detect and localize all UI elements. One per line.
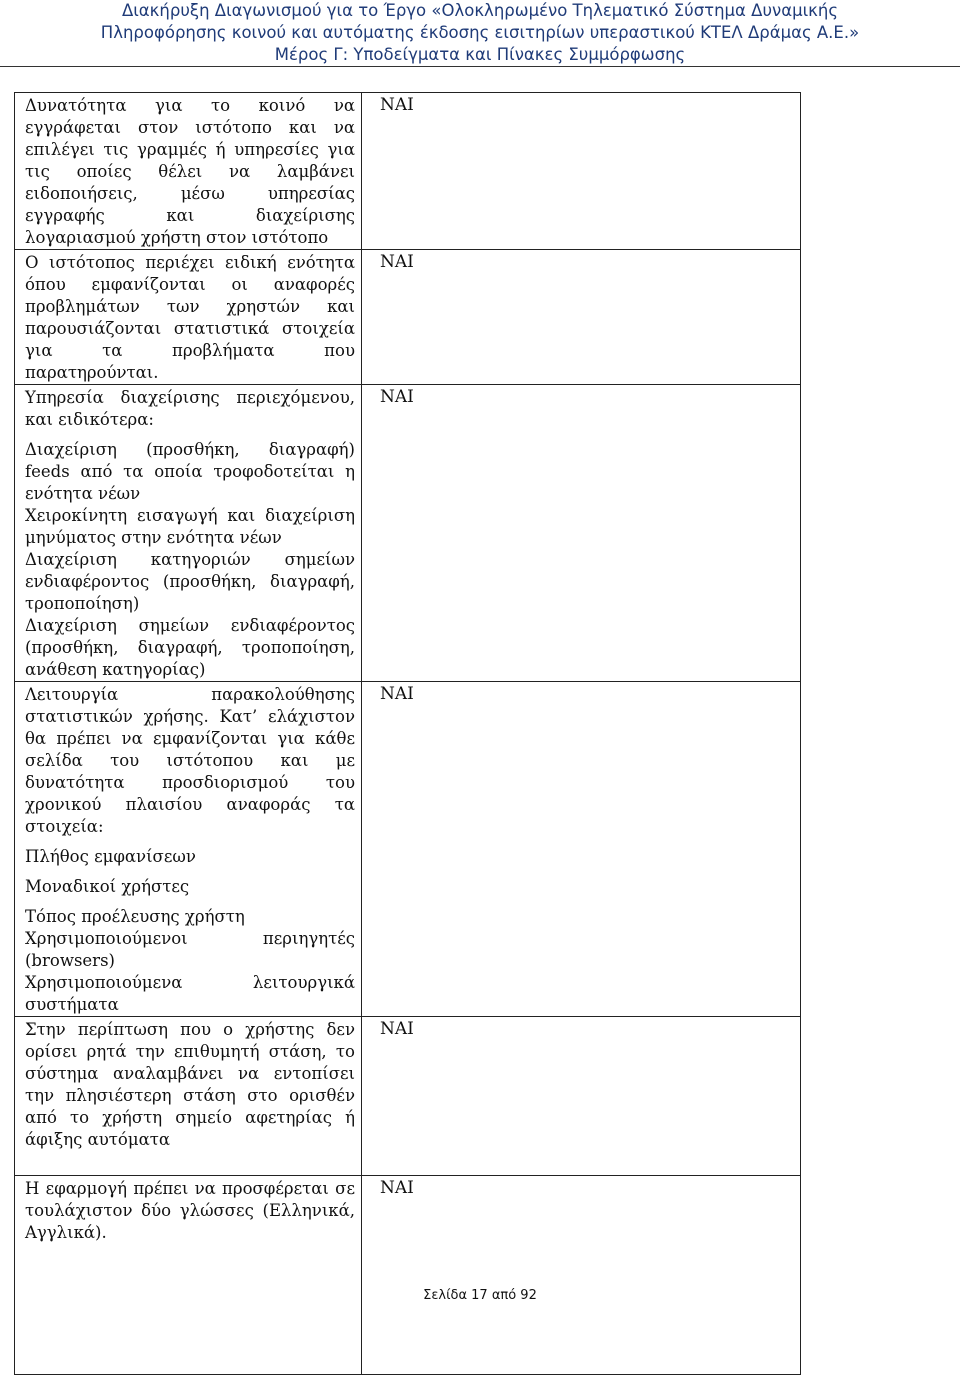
answer-value: ΝΑΙ (380, 684, 414, 704)
requirement-subitem: Μοναδικοί χρήστες (25, 877, 190, 896)
requirement-cell (15, 250, 362, 385)
answer-cell (362, 682, 801, 1017)
requirement-subitem: Πλήθος εμφανίσεων (25, 847, 196, 866)
answer-value: ΝΑΙ (380, 95, 414, 115)
requirement-subitem: Χρησιμοποιούμενα λειτουργικά συστήματα (25, 973, 355, 1014)
requirement-cell (15, 1176, 362, 1375)
requirement-subitem: Τόπος προέλευσης χρήστη (25, 907, 245, 926)
requirement-subitem: Χρησιμοποιούμενοι περιηγητές (browsers) (25, 929, 355, 970)
table-row (15, 1176, 801, 1375)
document-header (0, 0, 960, 66)
requirement-cell (15, 1017, 362, 1176)
header-line-3: Μέρος Γ: Υποδείγματα και Πίνακες Συμμόρφωσης (274, 45, 686, 64)
requirement-text: Δυνατότητα για το κοινό να εγγράφεται στον ιστότοπο και να επιλέγει τις γραμμές ή υπηρεσίες για τις οποίες θέλει να λαμβάνει ειδοποιήσεις, μέσω υπηρεσίας εγγραφής και διαχείρισης λογαριασμού χρήστη στον ιστότοπο (25, 96, 355, 247)
requirement-text: Η εφαρμογή πρέπει να προσφέρεται σε τουλάχιστον δύο γλώσσες (Ελληνικά, Αγγλικά). (25, 1179, 355, 1242)
answer-cell (362, 250, 801, 385)
requirement-cell (15, 93, 362, 250)
table-row (15, 1017, 801, 1176)
answer-cell (362, 93, 801, 250)
answer-cell (362, 1176, 801, 1375)
answer-cell (362, 385, 801, 682)
requirement-text: Λειτουργία παρακολούθησης στατιστικών χρήσης. Κατ’ ελάχιστον θα πρέπει να εμφανίζονται για κάθε σελίδα του ιστότοπου και με δυνατότητα προσδιορισμού του χρονικού πλαισίου αναφοράς τα στοιχεία: (25, 685, 355, 836)
requirement-text: Υπηρεσία διαχείρισης περιεχόμενου, και ειδικότερα: (25, 388, 355, 429)
answer-value: ΝΑΙ (380, 1019, 414, 1039)
requirement-cell (15, 682, 362, 1017)
header-line-1: Διακήρυξη Διαγωνισμού για το Έργο «Ολοκληρωμένο Τηλεματικό Σύστημα Δυναμικής (121, 1, 839, 20)
answer-value: ΝΑΙ (380, 252, 414, 272)
answer-cell (362, 1017, 801, 1176)
header-divider (0, 66, 960, 67)
compliance-table (14, 92, 801, 1375)
requirement-cell (15, 385, 362, 682)
requirement-text: Στην περίπτωση που ο χρήστης δεν ορίσει ρητά την επιθυμητή στάση, το σύστημα αναλαμβάνει να εντοπίσει την πλησιέστερη στάση στο ορισθέν από το χρήστη σημείο αφετηρίας ή άφιξης αυτόματα (25, 1020, 355, 1149)
requirement-subitem: Χειροκίνητη εισαγωγή και διαχείριση μηνύματος στην ενότητα νέων (25, 506, 355, 547)
requirement-subitem: Διαχείριση σημείων ενδιαφέροντος (προσθήκη, διαγραφή, τροποποίηση, ανάθεση κατηγορίας) (25, 616, 355, 679)
answer-value: ΝΑΙ (380, 1178, 414, 1198)
page-footer (0, 1288, 960, 1303)
answer-value: ΝΑΙ (380, 387, 414, 407)
table-row (15, 682, 801, 1017)
requirement-text: Ο ιστότοπος περιέχει ειδική ενότητα όπου εμφανίζονται οι αναφορές προβλημάτων των χρηστών και παρουσιάζονται στατιστικά στοιχεία για τα προβλήματα που παρατηρούνται. (25, 253, 355, 382)
requirement-subitem: Διαχείριση κατηγοριών σημείων ενδιαφέροντος (προσθήκη, διαγραφή, τροποποίηση) (25, 550, 355, 613)
table-row (15, 93, 801, 250)
header-line-2: Πληροφόρησης κοινού και αυτόματης έκδοσης εισιτηρίων υπεραστικού ΚΤΕΛ Δράμας Α.Ε.» (100, 23, 860, 42)
table-row (15, 250, 801, 385)
requirement-subitem: Διαχείριση (προσθήκη, διαγραφή) feeds από τα οποία τροφοδοτείται η ενότητα νέων (25, 440, 355, 503)
page-number: Σελίδα 17 από 92 (423, 1288, 537, 1303)
table-row (15, 385, 801, 682)
